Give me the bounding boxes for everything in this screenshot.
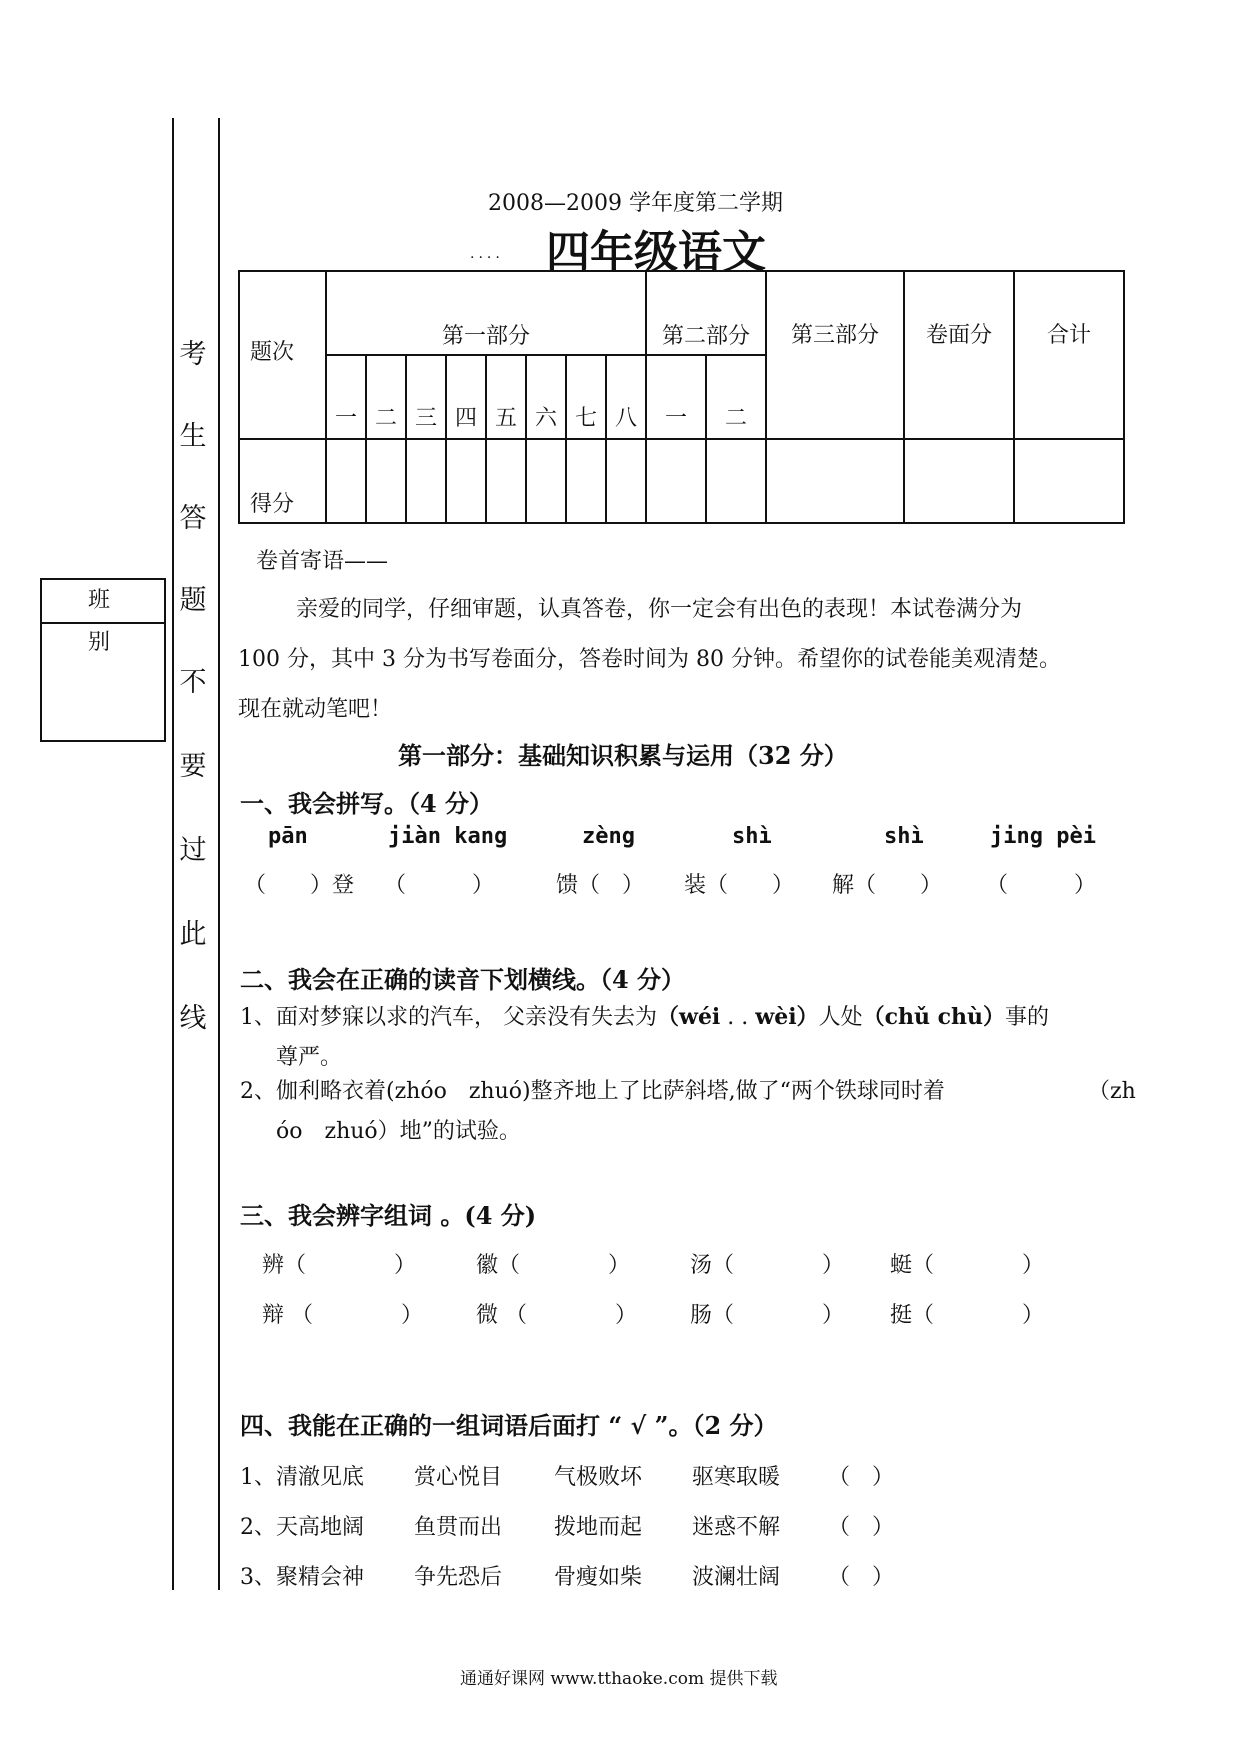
score-cell[interactable] [526, 439, 566, 523]
score-cell[interactable] [766, 439, 904, 523]
q1-answer-blank[interactable]: （ ）登 [244, 873, 355, 898]
header-total: 合计 [1014, 271, 1124, 439]
score-cell[interactable] [904, 439, 1014, 523]
header-neatness: 卷面分 [904, 271, 1014, 439]
row-label-score: 得分 [239, 439, 326, 523]
q2-sentence-2: 2、伽利略衣着(zhóo zhuó)整齐地上了比萨斜塔,做了“两个铁球同时着 [240, 1079, 945, 1104]
q4-title: 四、我能在正确的一组词语后面打 “ √ ”。（2 分） [240, 1411, 778, 1440]
header-part3: 第三部分 [766, 271, 904, 439]
score-cell[interactable] [1014, 439, 1124, 523]
score-cell[interactable] [406, 439, 446, 523]
q3-blank[interactable]: 挺（ ） [890, 1303, 1045, 1328]
q4-phrase: 驱寒取暖 [692, 1465, 781, 1490]
q2-sentence-1: 1、面对梦寐以求的汽车， 父亲没有失去为（wéi . . wèi）人处（chǔ chù）事的 [240, 1004, 1050, 1030]
q4-phrase: 气极败坏 [554, 1465, 643, 1490]
intro-line-3: 现在就动笔吧！ [238, 697, 393, 722]
q1-pinyin: pān [268, 824, 308, 849]
q1-pinyin: jiàn kang [388, 824, 508, 849]
option-wei2[interactable]: （wéi [657, 1004, 721, 1030]
score-cell[interactable] [486, 439, 526, 523]
q1-pinyin: zèng [582, 824, 635, 849]
item-cell: 二 [366, 355, 406, 439]
q2-sentence-1-cont: 尊严。 [276, 1045, 343, 1070]
item-cell: 五 [486, 355, 526, 439]
seal-char: 答 [179, 503, 207, 534]
class-box-label: 班 别 [42, 580, 164, 624]
item-cell: 七 [566, 355, 606, 439]
q3-blank[interactable]: 徽（ ） [476, 1253, 631, 1278]
q4-phrase: 迷惑不解 [692, 1515, 781, 1540]
header-part2: 第二部分 [646, 271, 766, 355]
row-label-items-text: 题次 [250, 339, 295, 365]
q1-answer-blank[interactable]: 解（ ） [832, 873, 943, 898]
q3-blank[interactable]: 辨（ ） [262, 1253, 417, 1278]
item-cell: 三 [406, 355, 446, 439]
dotted-mark: .... [470, 246, 504, 262]
q2-sentence-2-opt[interactable]: （zh [1088, 1079, 1136, 1104]
option-chu[interactable]: （chǔ chù） [862, 1004, 1006, 1030]
q4-phrase: 2、天高地阔 [240, 1515, 364, 1540]
score-cell[interactable] [326, 439, 366, 523]
score-cell[interactable] [366, 439, 406, 523]
seal-char: 线 [179, 1003, 207, 1034]
q4-phrase: 波澜壮阔 [692, 1565, 781, 1590]
item-cell: 一 [646, 355, 706, 439]
q1-answer-blank[interactable]: 装（ ） [684, 873, 795, 898]
score-table [238, 270, 1125, 524]
q3-blank[interactable]: 辩 （ ） [262, 1303, 423, 1328]
seal-char: 此 [179, 919, 207, 950]
q4-phrase: 1、清澈见底 [240, 1465, 364, 1490]
q3-blank[interactable]: 汤（ ） [690, 1253, 845, 1278]
q1-answer-blank[interactable]: 馈（ ） [556, 873, 645, 898]
q3-blank[interactable]: 蜓（ ） [890, 1253, 1045, 1278]
exam-title: 四年级语文 [546, 227, 766, 278]
q4-phrase: 鱼贯而出 [414, 1515, 503, 1540]
q4-check-blank[interactable]: （ ） [828, 1515, 895, 1540]
intro-line-1: 亲爱的同学，仔细审题，认真答卷，你一定会有出色的表现！本试卷满分为 [296, 597, 1023, 622]
q2-sentence-2-cont: óo zhuó）地”的试验。 [276, 1119, 521, 1144]
item-cell: 二 [706, 355, 766, 439]
seal-char: 要 [179, 751, 207, 782]
intro-line-2: 100 分，其中 3 分为书写卷面分，答卷时间为 80 分钟。希望你的试卷能美观清楚。 [238, 647, 1061, 672]
q2-title: 二、我会在正确的读音下划横线。（4 分） [240, 965, 686, 994]
q1-pinyin: jing pèi [990, 824, 1096, 849]
seal-char: 题 [179, 585, 207, 616]
q3-title: 三、我会辨字组词 。(4 分) [240, 1201, 537, 1230]
class-box [40, 578, 166, 742]
seal-char: 不 [179, 667, 207, 698]
item-cell: 六 [526, 355, 566, 439]
seal-char: 考 [179, 339, 207, 370]
term-label: 2008—2009 学年度第二学期 [488, 191, 783, 216]
item-cell: 八 [606, 355, 646, 439]
score-cell[interactable] [706, 439, 766, 523]
q1-pinyin: shì [732, 824, 772, 849]
q1-pinyin: shì [884, 824, 924, 849]
option-wei4[interactable]: wèi） [755, 1004, 819, 1030]
seal-char: 生 [179, 421, 207, 452]
item-cell: 一 [326, 355, 366, 439]
score-cell[interactable] [606, 439, 646, 523]
score-cell[interactable] [646, 439, 706, 523]
header-part1: 第一部分 [326, 271, 646, 355]
q4-phrase: 骨瘦如柴 [554, 1565, 643, 1590]
q4-phrase: 争先恐后 [414, 1565, 503, 1590]
seal-char: 过 [179, 835, 207, 866]
score-cell[interactable] [566, 439, 606, 523]
binding-line-right [218, 118, 220, 1590]
q1-answer-blank[interactable]: （ ） [986, 873, 1097, 898]
q4-check-blank[interactable]: （ ） [828, 1465, 895, 1490]
footer-credit: 通通好课网 www.tthaoke.com 提供下载 [460, 1669, 778, 1689]
q4-phrase: 3、聚精会神 [240, 1565, 364, 1590]
row-label-items [239, 271, 326, 439]
binding-line-left [172, 118, 174, 1590]
q4-phrase: 拨地而起 [554, 1515, 643, 1540]
intro-heading: 卷首寄语—— [256, 549, 389, 574]
q3-blank[interactable]: 微 （ ） [476, 1303, 637, 1328]
part1-title: 第一部分：基础知识积累与运用（32 分） [398, 741, 848, 770]
q3-blank[interactable]: 肠（ ） [690, 1303, 845, 1328]
q4-phrase: 赏心悦目 [414, 1465, 503, 1490]
q1-title: 一、我会拼写。（4 分） [240, 789, 494, 818]
q4-check-blank[interactable]: （ ） [828, 1565, 895, 1590]
item-cell: 四 [446, 355, 486, 439]
q1-answer-blank[interactable]: （ ） [384, 873, 495, 898]
score-cell[interactable] [446, 439, 486, 523]
